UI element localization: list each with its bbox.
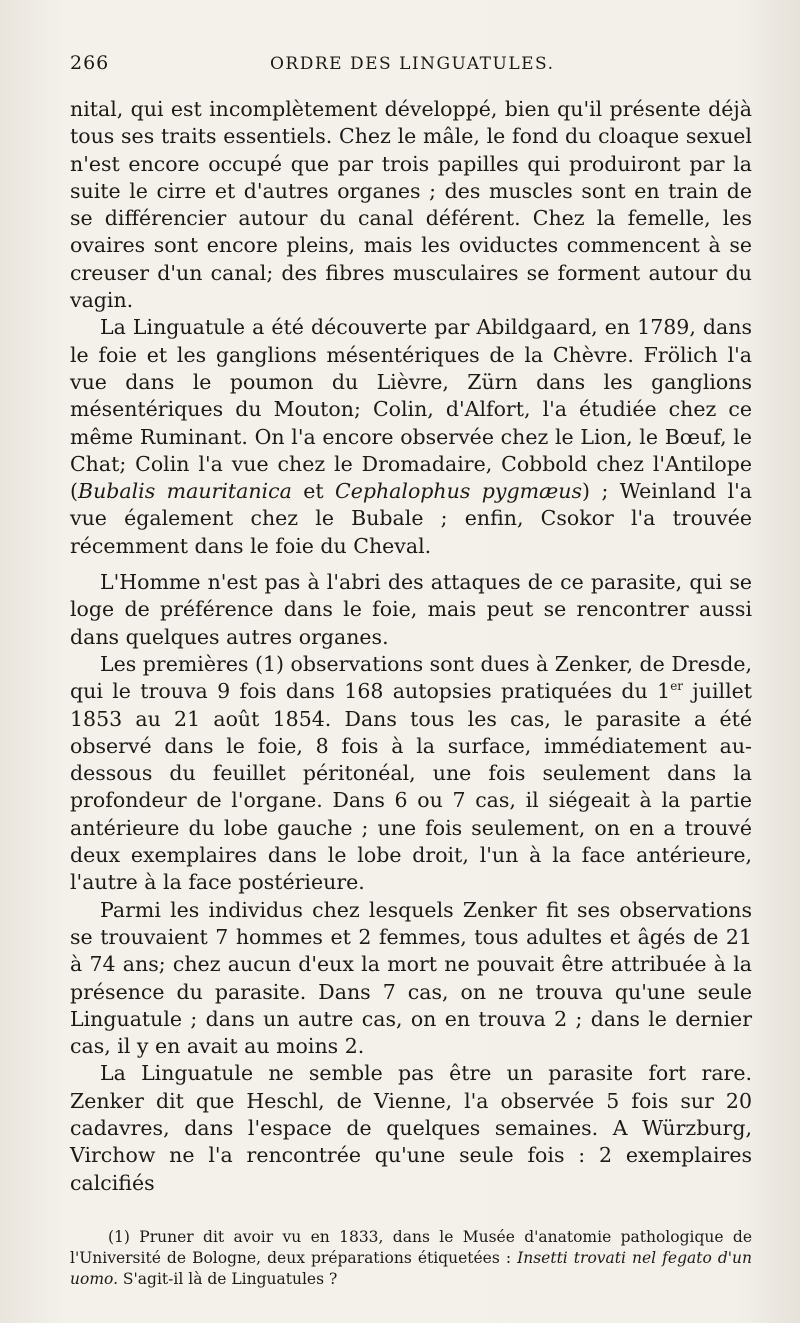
paragraph-frequency: La Linguatule ne semble pas être un parasite fort rare. Zenker dit que Heschl, de Vienne, l'a observée 5 fois sur 20 cadavres, dans l'espace de quelques semaines. A Würzburg, Virchow ne l'a rencontrée qu'une seule fois : 2 exemplaires calcifiés: [70, 1061, 752, 1195]
footnote-text: S'agit-il là de Linguatules ?: [118, 1269, 338, 1288]
text-run: Les premières (1) observations sont dues à Zenker, de Dresde, qui le trouva 9 fois dans 168 autopsies pratiquées du 1: [70, 651, 752, 704]
superscript: er: [670, 679, 684, 694]
page-number: 266: [70, 52, 110, 74]
text-run: ) ; Weinland l'a vue également chez le Bubale ; enfin, Csokor l'a trouvée récemment dans le foie du Cheval.: [70, 479, 753, 558]
text-run: juillet 1853 au 21 août 1854. Dans tous les cas, le parasite a été observé dans le foie, 8 fois à la surface, immédiatement au-dessous du feuillet péritonéal, une fois seulement dans la profondeur de l'organe. Dans 6 ou 7 cas, il siégeait à la partie antérieure du lobe gauche ; une fois seulement, on en a trouvé deux exemplaires dans le lobe droit, l'un à la face antérieure, l'autre à la face postérieure.: [70, 679, 752, 895]
running-title: ORDRE DES LINGUATULES.: [270, 54, 555, 74]
species-name: Cephalophus pygmæus: [335, 479, 583, 504]
footnote-quote: Insetti trovati nel fegato d'un uomo.: [70, 1248, 752, 1288]
paragraph-human-host: L'Homme n'est pas à l'abri des attaques de ce parasite, qui se loge de préférence dans le foie, mais peut se rencontrer aussi dans quelques autres organes.: [70, 570, 752, 649]
body-text: [70, 96, 752, 1197]
footnote-text: (1) Pruner dit avoir vu en 1833, dans le Musée d'anatomie pathologique de l'Université de Bologne, deux préparations étiquetées :: [70, 1227, 752, 1267]
paragraph-discovery: [70, 314, 752, 560]
paragraph-continuation: nital, qui est incomplètement développé, bien qu'il présente déjà tous ses traits essentiels. Chez le mâle, le fond du cloaque sexuel n'est encore occupé que par trois papilles qui produiront par la suite le cirre et d'autres organes ; des muscles sont en train de se différencier autour du canal déférent. Chez la femelle, les ovaires sont encore pleins, mais les oviductes commencent à se creuser d'un canal; des fibres musculaires se forment autour du vagin.: [70, 97, 752, 313]
paragraph-zenker-observations: [70, 651, 752, 897]
running-head: [70, 52, 752, 96]
paragraph-individuals: Parmi les individus chez lesquels Zenker fit ses observations se trouvaient 7 hommes et 2 femmes, tous adultes et âgés de 21 à 74 ans; chez aucun d'eux la mort ne pouvait être attribuée à la présence du parasite. Dans 7 cas, on ne trouva qu'une seule Linguatule ; dans un autre cas, on en trouva 2 ; dans le dernier cas, il y en avait au moins 2.: [70, 897, 752, 1059]
text-run: La Linguatule a été découverte par Abildgaard, en 1789, dans le foie et les ganglions mésentériques de la Chèvre. Frölich l'a vue dans le poumon du Lièvre, Zürn dans les ganglions mésentériques du Mouton; Colin, d'Alfort, l'a étudiée chez ce même Ruminant. On l'a encore observée chez le Lion, le Bœuf, le Chat; Colin l'a vue chez le Dromadaire, Cobbold chez l'Antilope (: [70, 315, 752, 504]
text-run: et: [291, 479, 336, 504]
footnote: [70, 1227, 752, 1290]
species-name: Bubalis mauritanica: [78, 479, 292, 504]
